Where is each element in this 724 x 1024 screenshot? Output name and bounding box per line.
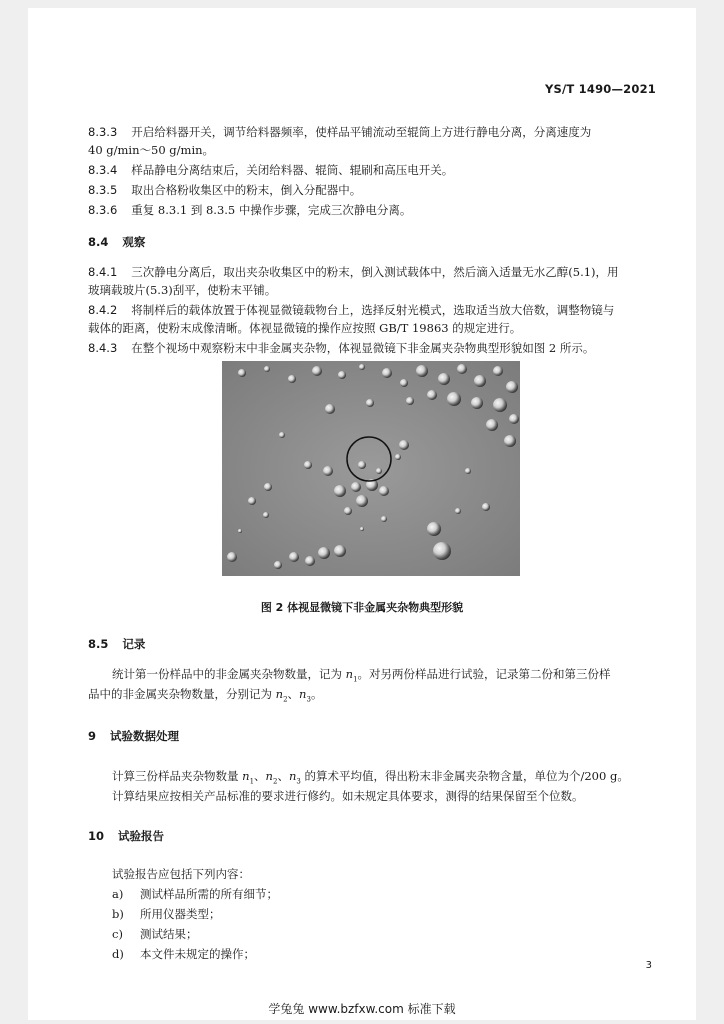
heading-10: 10 试验报告 — [88, 829, 165, 843]
figure-caption: 图 2 体视显微镜下非金属夹杂物典型形貌 — [260, 601, 464, 614]
para-8-4-2-cont: 载体的距离，使粉末成像清晰。体视显微镜的操作应按照 GB/T 19863 的规定进行。 — [88, 321, 522, 335]
heading-8-4: 8.4 观察 — [88, 235, 146, 249]
para-9-line2: 计算结果应按相关产品标准的要求进行修约。如未规定具体要求，测得的结果保留至个位数。 — [112, 789, 584, 803]
list-item: d) 本文件未规定的操作； — [112, 947, 255, 961]
para-8-3-4: 8.3.4 样品静电分离结束后，关闭给料器、辊筒、辊刷和高压电开关。 — [88, 163, 454, 177]
document-page — [28, 8, 696, 1020]
heading-8-5: 8.5 记录 — [88, 637, 146, 651]
para-8-4-2: 8.4.2 将制样后的载体放置于体视显微镜载物台上，选择反射光模式，选取适当放大倍数，调整物镜与 — [88, 303, 615, 317]
para-8-3-6: 8.3.6 重复 8.3.1 到 8.3.5 中操作步骤，完成三次静电分离。 — [88, 203, 412, 217]
para-8-3-3-cont: 40 g/min～50 g/min。 — [88, 143, 215, 157]
list-item: c) 测试结果； — [112, 927, 198, 941]
micrograph-image — [222, 361, 520, 576]
para-8-4-3: 8.4.3 在整个视场中观察粉末中非金属夹杂物，体视显微镜下非金属夹杂物典型形貌如图 2 所示。 — [88, 341, 595, 355]
para-8-3-3: 8.3.3 开启给料器开关，调节给料器频率，使样品平铺流动至辊筒上方进行静电分离，分离速度为 — [88, 125, 592, 139]
standard-code: YS/T 1490—2021 — [545, 82, 656, 96]
page-number: 3 — [645, 960, 652, 971]
para-8-3-5: 8.3.5 取出合格粉收集区中的粉末，倒入分配器中。 — [88, 183, 362, 197]
para-9-line1: 计算三份样品夹杂物数量 $n_1$、$n_2$、$n_3$ 的算术平均值，得出粉末非金属夹杂物含量，单位为个/200 g。 — [112, 769, 629, 786]
para-8-4-1: 8.4.1 三次静电分离后，取出夹杂收集区中的粉末，倒入测试载体中，然后滴入适量无水乙醇(5.1)，用 — [88, 265, 619, 279]
list-item: a) 测试样品所需的所有细节； — [112, 887, 278, 901]
heading-9: 9 试验数据处理 — [88, 729, 180, 743]
para-8-5-line2: 品中的非金属夹杂物数量，分别记为 $n_2$、$n_3$。 — [88, 687, 323, 704]
list-item: b) 所用仪器类型； — [112, 907, 221, 921]
footer-watermark[interactable]: 学兔兔 www.bzfxw.com 标准下载 — [268, 1002, 456, 1016]
para-8-5-line1: 统计第一份样品中的非金属夹杂物数量，记为 $n_1$。对另两份样品进行试验，记录第二份和第三份样 — [112, 667, 611, 684]
para-8-4-1-cont: 玻璃载玻片(5.3)刮平，使粉末平铺。 — [88, 283, 277, 297]
micrograph-particles — [222, 361, 520, 576]
para-10-intro: 试验报告应包括下列内容： — [112, 867, 250, 881]
